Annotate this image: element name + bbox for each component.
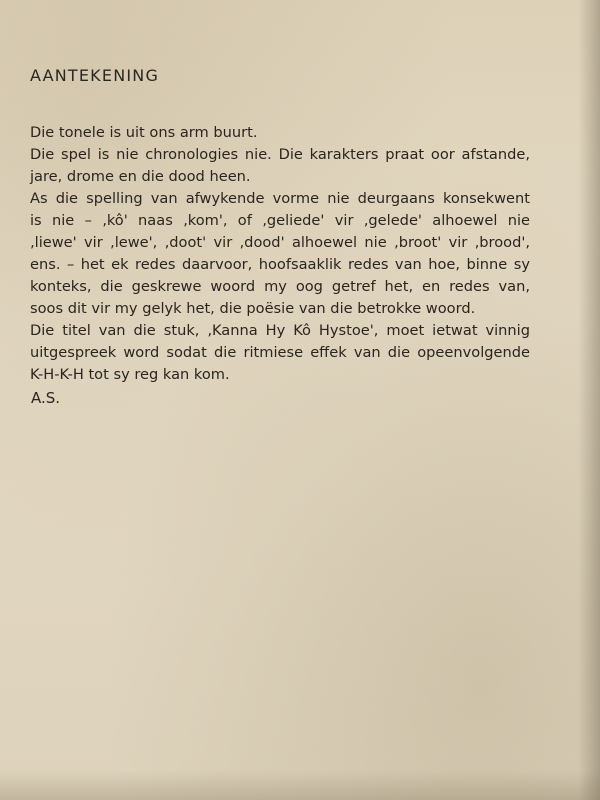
text-line: K-H-K-H tot sy reg kan kom.	[30, 366, 230, 383]
page-bottom-shadow	[0, 770, 600, 800]
note-body	[30, 122, 530, 386]
text-line: is nie – ‚kô' naas ‚kom', of ‚geliede' vir ‚gelede' alhoewel nie	[30, 212, 530, 229]
page-heading: AANTEKENING	[30, 66, 160, 85]
text-line: konteks, die geskrewe woord my oog getref het, en redes van,	[30, 278, 530, 295]
text-line: ‚liewe' vir ‚lewe', ‚doot' vir ‚dood' alhoewel nie ‚broot' vir ‚brood',	[30, 234, 530, 251]
text-line: Die tonele is uit ons arm buurt.	[30, 124, 258, 141]
text-line: Die titel van die stuk, ‚Kanna Hy Kô Hystoe', moet ietwat vinnig	[30, 322, 530, 339]
text-line: ens. – het ek redes daarvoor, hoofsaaklik redes van hoe, binne sy	[30, 256, 530, 273]
author-signature: A.S.	[31, 389, 61, 407]
text-line: uitgespreek word sodat die ritmiese effek van die opeenvolgende	[30, 344, 530, 361]
page-edge-shadow	[578, 0, 600, 800]
text-line: jare, drome en die dood heen.	[30, 168, 251, 185]
text-line: As die spelling van afwykende vorme nie deurgaans konsekwent	[30, 190, 530, 207]
text-line: soos dit vir my gelyk het, die poësie van die betrokke woord.	[30, 300, 476, 317]
text-line: Die spel is nie chronologies nie. Die karakters praat oor afstande,	[30, 146, 530, 163]
